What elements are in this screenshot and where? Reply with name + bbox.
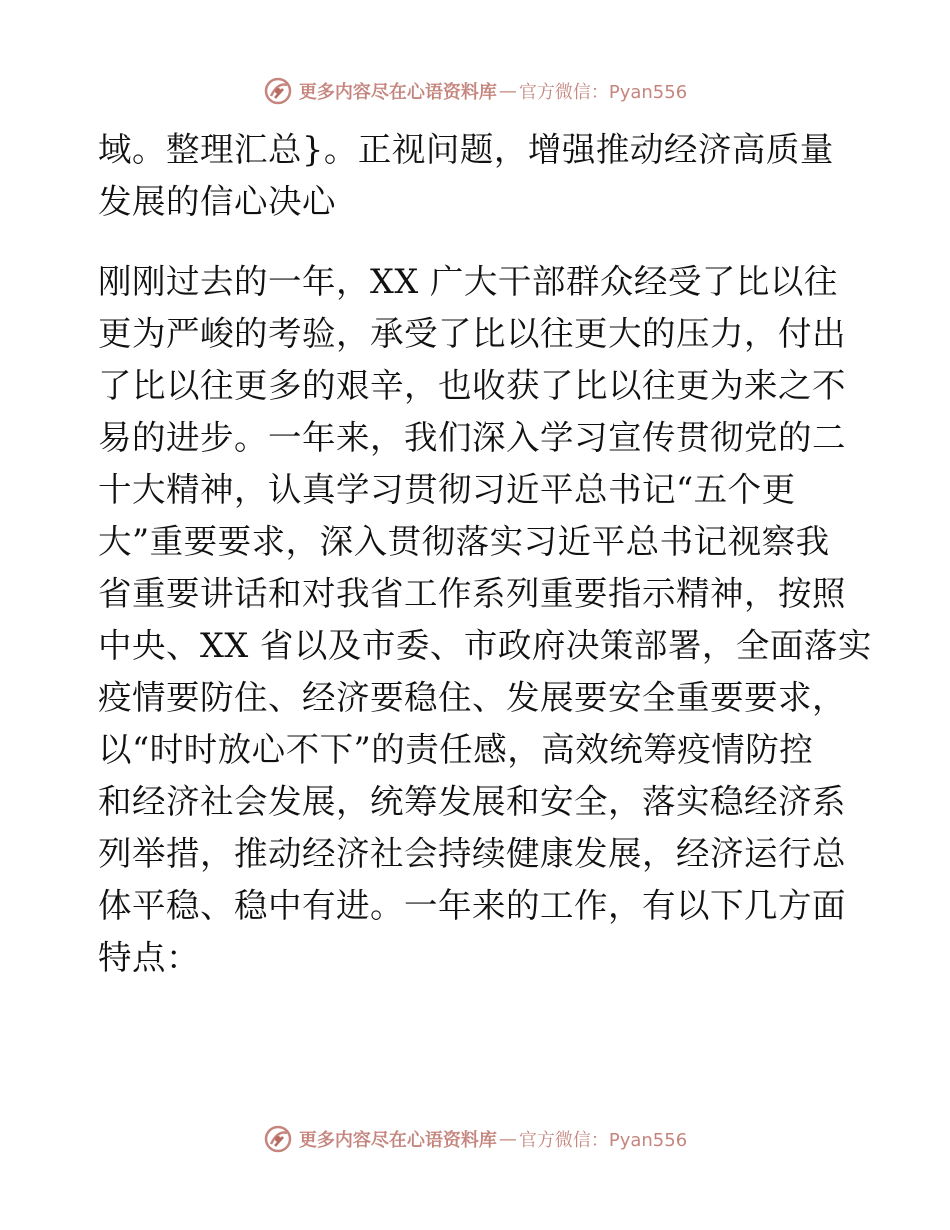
body-paragraph (98, 256, 872, 984)
document-body (98, 124, 872, 984)
paragraph-line: 体平稳、稳中有进。一年来的工作，有以下几方面 (98, 886, 846, 925)
paragraph-line: 疫情要防住、经济要稳住、发展要安全重要要求， (98, 678, 846, 717)
footer-watermark (0, 1122, 950, 1156)
header-watermark (0, 74, 950, 108)
section-heading (98, 124, 858, 228)
paragraph-line: 易的进步。一年来，我们深入学习宣传贯彻党的二 (98, 418, 846, 457)
paragraph-line: 以“时时放心不下”的责任感，高效统筹疫情防控 (98, 730, 814, 769)
brand-logo-icon (263, 76, 293, 106)
heading-line: 发展的信心决心 (98, 182, 336, 221)
watermark-brand-text: 更多内容尽在心语资料库 (298, 1130, 497, 1151)
heading-line: 域。整理汇总}。正视问题，增强推动经济高质量 (98, 130, 834, 169)
paragraph-line: 刚刚过去的一年，XX 广大干部群众经受了比以往 (98, 262, 838, 301)
paragraph-line: 大”重要要求，深入贯彻落实习近平总书记视察我 (98, 522, 830, 561)
paragraph-line: 中央、XX 省以及市委、市政府决策部署，全面落实 (98, 626, 872, 665)
watermark-separator: — (498, 80, 517, 102)
watermark-separator: — (498, 1128, 517, 1150)
brand-logo-icon (263, 1124, 293, 1154)
watermark-wechat-text: 官方微信：Pyan556 (518, 82, 688, 103)
paragraph-line: 十大精神，认真学习贯彻习近平总书记“五个更 (98, 470, 796, 509)
watermark-wechat-text: 官方微信：Pyan556 (518, 1130, 688, 1151)
paragraph-line: 省重要讲话和对我省工作系列重要指示精神，按照 (98, 574, 846, 613)
paragraph-line: 更为严峻的考验，承受了比以往更大的压力，付出 (98, 314, 846, 353)
paragraph-line: 和经济社会发展，统筹发展和安全，落实稳经济系 (98, 782, 846, 821)
paragraph-line: 特点： (98, 938, 200, 977)
paragraph-line: 列举措，推动经济社会持续健康发展，经济运行总 (98, 834, 846, 873)
watermark-brand-text: 更多内容尽在心语资料库 (298, 82, 497, 103)
paragraph-line: 了比以往更多的艰辛，也收获了比以往更为来之不 (98, 366, 846, 405)
